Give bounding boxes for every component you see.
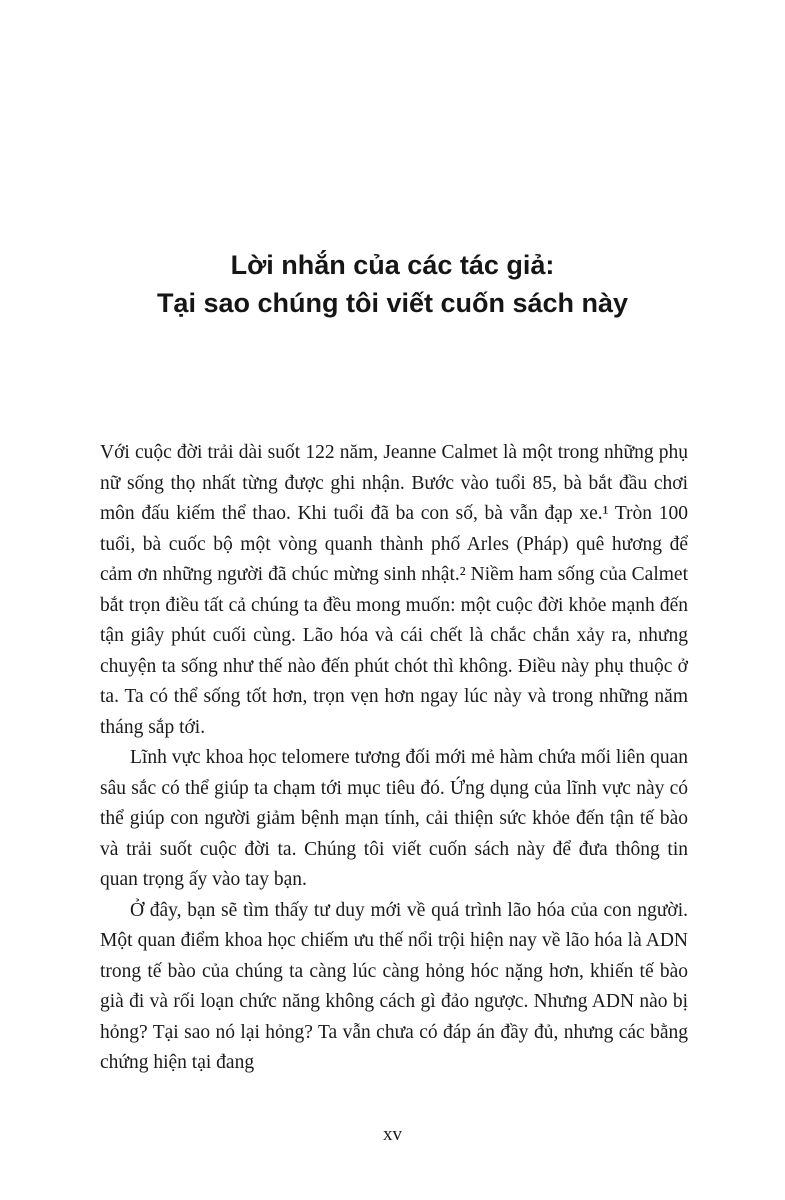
paragraph-2: Lĩnh vực khoa học telomere tương đối mới mẻ hàm chứa mối liên quan sâu sắc có thể giúp ta chạm tới mục tiêu đó. Ứng dụng của lĩnh vực này có thể giúp con người giảm bệnh mạn tính, cải thiện sức khỏe đến tận tế bào và trải suốt cuộc đời ta. Chúng tôi viết cuốn sách này để đưa thông tin quan trọng ấy vào tay bạn. [100, 747, 688, 890]
paragraph-1: Với cuộc đời trải dài suốt 122 năm, Jeanne Calmet là một trong những phụ nữ sống thọ nhất từng được ghi nhận. Bước vào tuổi 85, bà bắt đầu chơi môn đấu kiếm thể thao. Khi tuổi đã ba con số, bà vẫn đạp xe.¹ Tròn 100 tuổi, bà cuốc bộ một vòng quanh thành phố Arles (Pháp) quê hương để cảm ơn những người đã chúc mừng sinh nhật.² Niềm ham sống của Calmet bắt trọn điều tất cả chúng ta đều mong muốn: một cuộc đời khỏe mạnh đến tận giây phút cuối cùng. Lão hóa và cái chết là chắc chắn xảy ra, nhưng chuyện ta sống như thế nào đến phút chót thì không. Điều này phụ thuộc ở ta. Ta có thể sống tốt hơn, trọn vẹn hơn ngay lúc này và trong những năm tháng sắp tới. [100, 442, 688, 738]
chapter-title-line2: Tại sao chúng tôi viết cuốn sách này [156, 288, 629, 318]
chapter-title [60, 246, 725, 322]
body-text [100, 438, 688, 1079]
paragraph-3: Ở đây, bạn sẽ tìm thấy tư duy mới về quá trình lão hóa của con người. Một quan điểm khoa học chiếm ưu thế nổi trội hiện nay về lão hóa là ADN trong tế bào của chúng ta càng lúc càng hỏng hóc nặng hơn, khiến tế bào già đi và rối loạn chức năng không cách gì đảo ngược. Nhưng ADN nào bị hỏng? Tại sao nó lại hỏng? Ta vẫn chưa có đáp án đầy đủ, nhưng các bằng chứng hiện tại đang [100, 899, 688, 1073]
chapter-title-line1: Lời nhắn của các tác giả: [230, 250, 555, 280]
page-number: xv [383, 1124, 402, 1145]
